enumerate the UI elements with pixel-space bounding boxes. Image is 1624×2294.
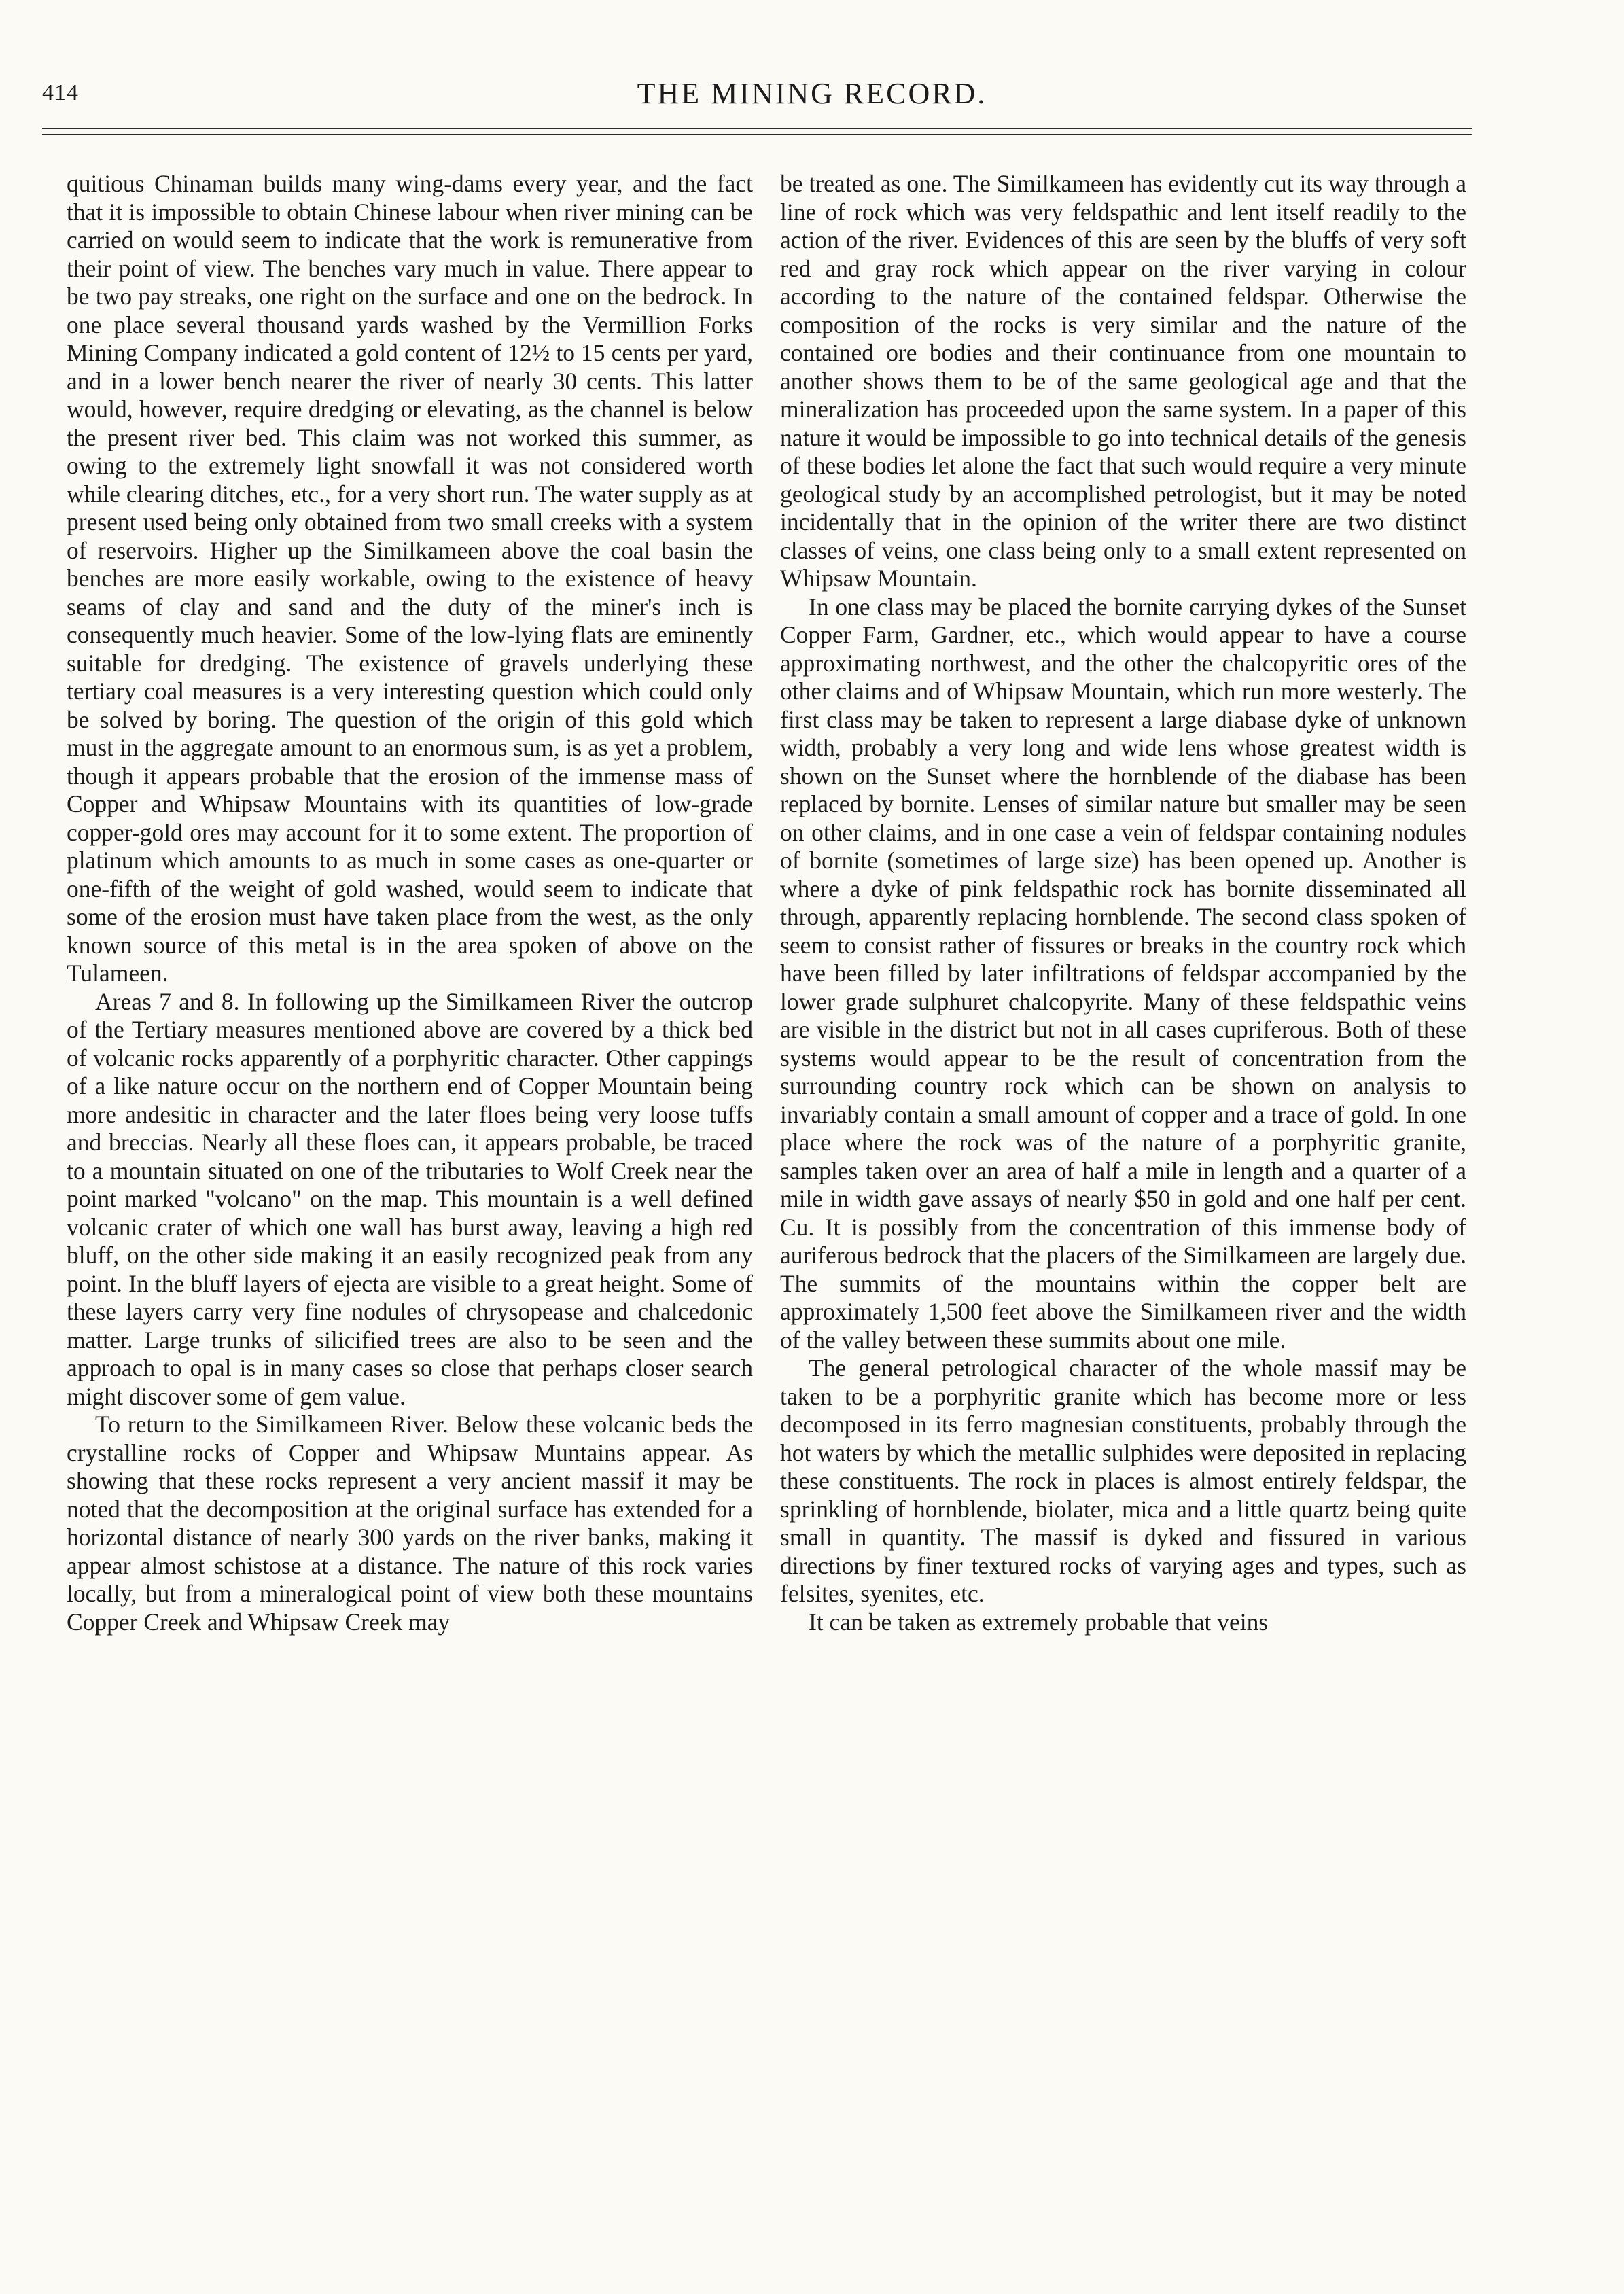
running-title: THE MINING RECORD. [637,77,987,110]
paragraph: In one class may be placed the bornite carrying dykes of the Sunset Copper Farm, Gardner, etc., which would appear to have a course approximating northwest, and the other the chalcopyritic ores of the other claims and of Whipsaw Mountain, which run more westerly. The first class may be taken to represent a large diabase dyke of unknown width, probably a very long and wide lens whose greatest width is shown on the Sunset where the hornblende of the diabase has been replaced by bornite. Lenses of similar nature but smaller may be seen on other claims, and in one case a vein of feldspar containing nodules of bornite (sometimes of large size) has been opened up. Another is where a dyke of pink feldspathic rock has bornite disseminated all through, apparently replacing hornblende. The second class spoken of seem to consist rather of fissures or breaks in the country rock which have been filled by later infiltrations of feldspar accompanied by the lower grade sulphuret chalcopyrite. Many of these feldspathic veins are visible in the district but not in all cases cupriferous. Both of these systems would appear to be the result of concentration from the surrounding country rock which can be shown on analysis to invariably contain a small amount of copper and a trace of gold. In one place where the rock was of the nature of a porphyritic granite, samples taken over an area of half a mile in length and a quarter of a mile in width gave assays of nearly $50 in gold and one half per cent. Cu. It is possibly from the concentration of this immense body of auriferous bedrock that the placers of the Similkameen are largely due. The summits of the mountains within the copper belt are approximately 1,500 feet above the Similkameen river and the width of the valley between these summits about one mile. [780,593,1466,1354]
paragraph: Areas 7 and 8. In following up the Similkameen River the outcrop of the Tertiary measures mentioned above are covered by a thick bed of volcanic rocks apparently of a porphyritic character. Other cappings of a like nature occur on the northern end of Copper Mountain being more andesitic in character and the later floes being very loose tuffs and breccias. Nearly all these floes can, it appears probable, be traced to a mountain situated on one of the tributaries to Wolf Creek near the point marked "volcano" on the map. This mountain is a well defined volcanic crater of which one wall has burst away, leaving a high red bluff, on the other side making it an easily recognized peak from any point. In the bluff layers of ejecta are visible to a great height. Some of these layers carry very fine nodules of chrysopease and chalcedonic matter. Large trunks of silicified trees are also to be seen and the approach to opal is in many cases so close that perhaps closer search might discover some of gem value. [67,987,753,1410]
paragraph: To return to the Similkameen River. Below these volcanic beds the crystalline rocks of Copper and Whipsaw Muntains appear. As showing that these rocks represent a very ancient massif it may be noted that the decomposition at the original surface has extended for a horizontal distance of nearly 300 yards on the river banks, making it appear almost schistose at a distance. The nature of this rock varies locally, but from a mineralogical point of view both these mountains Copper Creek and Whipsaw Creek may [67,1411,753,1636]
paragraph: be treated as one. The Similkameen has evidently cut its way through a line of rock which was very feldspathic and lent itself readily to the action of the river. Evidences of this are seen by the bluffs of very soft red and gray rock which appear on the river varying in colour according to the nature of the contained feldspar. Otherwise the composition of the rocks is very similar and the nature of the contained ore bodies and their continuance from one mountain to another shows them to be of the same geological age and that the mineralization has proceeded upon the same system. In a paper of this nature it would be impossible to go into technical details of the genesis of these bodies let alone the fact that such would require a very minute geological study by an accomplished petrologist, but it may be noted incidentally that in the opinion of the writer there are two distinct classes of veins, one class being only to a small extent represented on Whipsaw Mountain. [780,170,1466,592]
right-column [780,170,1466,2236]
page-number: 414 [42,80,79,105]
header-rule-bottom [42,134,1472,135]
header-rule-top [42,128,1472,129]
paragraph: The general petrological character of the whole massif may be taken to be a porphyritic granite which has become more or less decomposed in its ferro magnesian constituents, probably through the hot waters by which the metallic sulphides were deposited in replacing these constituents. The rock in places is almost entirely feldspar, the sprinkling of hornblende, biolater, mica and a little quartz being quite small in quantity. The massif is dyked and fissured in various directions by finer textured rocks of varying ages and types, such as felsites, syenites, etc. [780,1354,1466,1607]
left-column [67,170,753,2236]
paragraph: quitious Chinaman builds many wing-dams every year, and the fact that it is impossible to obtain Chinese labour when river mining can be carried on would seem to indicate that the work is remunerative from their point of view. The benches vary much in value. There appear to be two pay streaks, one right on the surface and one on the bedrock. In one place several thousand yards washed by the Vermillion Forks Mining Company indicated a gold content of 12½ to 15 cents per yard, and in a lower bench nearer the river of nearly 30 cents. This latter would, however, require dredging or elevating, as the channel is below the present river bed. This claim was not worked this summer, as owing to the extremely light snowfall it was not considered worth while clearing ditches, etc., for a very short run. The water supply as at present used being only obtained from two small creeks with a system of reservoirs. Higher up the Similkameen above the coal basin the benches are more easily workable, owing to the existence of heavy seams of clay and sand and the duty of the miner's inch is consequently much heavier. Some of the low-lying flats are eminently suitable for dredging. The existence of gravels underlying these tertiary coal measures is a very interesting question which could only be solved by boring. The question of the origin of this gold which must in the aggregate amount to an enormous sum, is as yet a problem, though it appears probable that the erosion of the immense mass of Copper and Whipsaw Mountains with its quantities of low-grade copper-gold ores may account for it to some extent. The proportion of platinum which amounts to as much in some cases as one-quarter or one-fifth of the weight of gold washed, would seem to indicate that some of the erosion must have taken place from the west, as the only known source of this metal is in the area spoken of above on the Tulameen. [67,170,753,987]
paragraph: It can be taken as extremely probable that veins [809,1608,1269,1636]
